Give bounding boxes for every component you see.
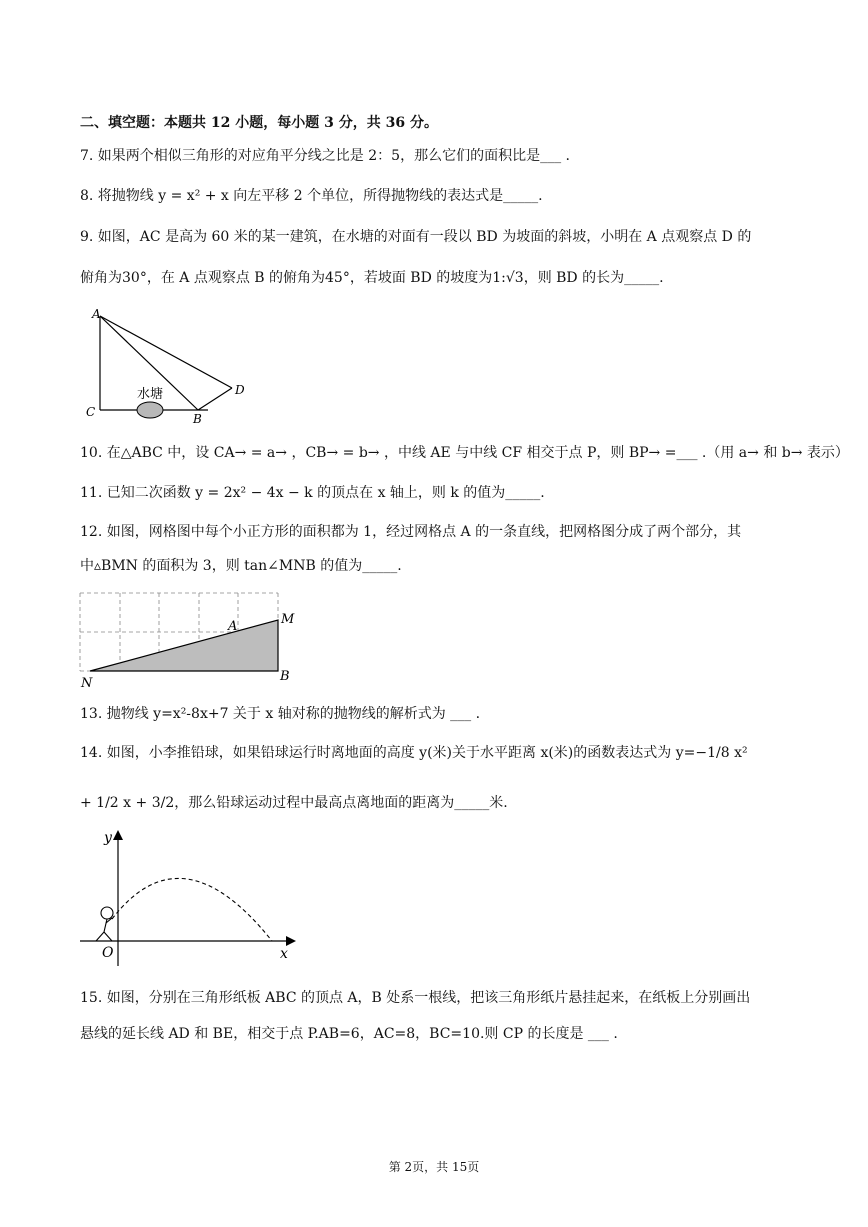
question-10: 10. 在△ABC 中，设 CA→ = a→ ，CB→ = b→ ，中线 AE 与中线 CF 相交于点 P，则 BP→ =___ .（用 a→ 和 b→ 表示）	[80, 445, 849, 461]
question-14-line-2: + 1/2 x + 3/2，那么铅球运动过程中最高点离地面的距离为_____米.	[80, 795, 508, 811]
shot-putter-figure	[96, 907, 113, 941]
figure-q12-grid	[76, 586, 306, 690]
label-y: y	[104, 830, 112, 846]
page-footer: 第 2页，共 15页	[388, 1160, 480, 1174]
figure-q9-building-slope	[80, 306, 270, 428]
label-c: C	[86, 405, 96, 419]
question-15-line-1: 15. 如图，分别在三角形纸板 ABC 的顶点 A，B 处系一根线，把该三角形纸片悬挂起来，在纸板上分别画出	[80, 990, 751, 1006]
label-o: O	[102, 945, 114, 961]
label-b: B	[193, 412, 202, 426]
label-x: x	[280, 946, 288, 962]
question-15-line-2: 悬线的延长线 AD 和 BE，相交于点 P.AB=6，AC=8，BC=10.则 CP 的长度是 ___ .	[80, 1026, 618, 1042]
figure-q14-shot-put	[76, 824, 306, 974]
label-n: N	[81, 676, 93, 690]
label-a: A	[92, 307, 101, 321]
label-pond: 水塘	[137, 387, 164, 402]
label-b: B	[280, 669, 290, 684]
question-7: 7. 如果两个相似三角形的对应角平分线之比是 2：5，那么它们的面积比是___ .	[80, 148, 570, 164]
question-13: 13. 抛物线 y=x²-8x+7 关于 x 轴对称的抛物线的解析式为 ___ .	[80, 706, 481, 722]
question-9-line-1: 9. 如图，AC 是高为 60 米的某一建筑，在水塘的对面有一段以 BD 为坡面的斜坡，小明在 A 点观察点 D 的	[80, 229, 752, 245]
label-d: D	[235, 383, 245, 397]
question-12-line-2: 中▵BMN 的面积为 3，则 tan∠MNB 的值为_____.	[80, 558, 402, 574]
question-14-line-1: 14. 如图，小李推铅球，如果铅球运行时离地面的高度 y(米)关于水平距离 x(米)的函数表达式为 y=−1/8 x²	[80, 745, 748, 761]
label-m: M	[281, 612, 295, 627]
section-heading: 二、填空题：本题共 12 小题，每小题 3 分，共 36 分。	[80, 115, 438, 131]
question-8: 8. 将抛物线 y = x² + x 向左平移 2 个单位，所得抛物线的表达式是_____.	[80, 188, 543, 204]
question-11: 11. 已知二次函数 y = 2x² − 4x − k 的顶点在 x 轴上，则 k 的值为_____.	[80, 485, 545, 501]
label-a: A	[228, 619, 238, 634]
question-12-line-1: 12. 如图，网格图中每个小正方形的面积都为 1，经过网格点 A 的一条直线，把网格图分成了两个部分，其	[80, 524, 742, 540]
question-9-line-2: 俯角为30°，在 A 点观察点 B 的俯角为45°，若坡面 BD 的坡度为1:√3，则 BD 的长为_____.	[80, 270, 664, 286]
